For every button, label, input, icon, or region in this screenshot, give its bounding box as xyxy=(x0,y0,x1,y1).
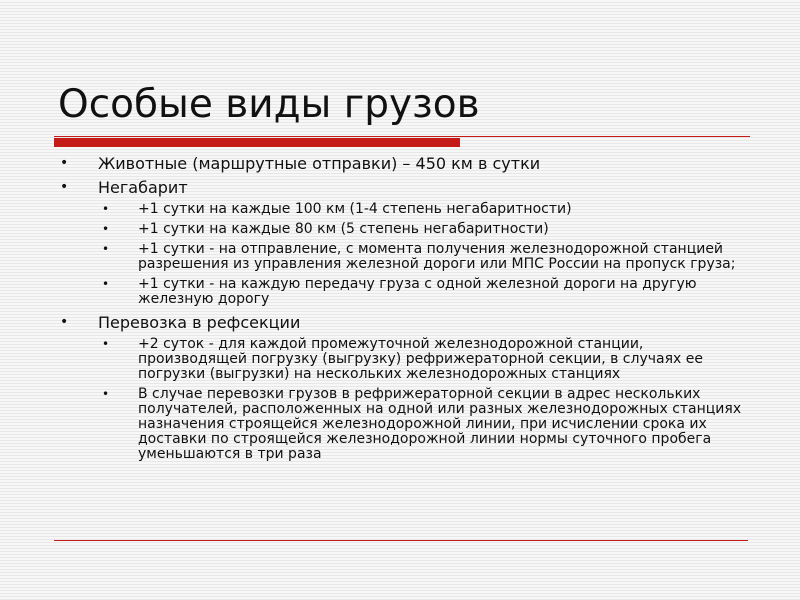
slide-title: Особые виды грузов xyxy=(58,82,480,127)
sub-bullet-text: +2 суток - для каждой промежуточной железнодорожной станции, производящей погрузку (выгрузку) рефрижераторной секции, в случаях ее погрузки (выгрузки) на нескольких железнодорожных станциях xyxy=(138,336,703,382)
sub-bullet-dot: • xyxy=(102,277,110,291)
sub-bullet xyxy=(98,202,754,217)
footer-divider xyxy=(54,540,748,541)
sub-bullet xyxy=(98,277,754,307)
bullet-text: Животные (маршрутные отправки) – 450 км в сутки xyxy=(98,154,541,173)
sub-bullet-list xyxy=(98,337,754,462)
sub-bullet xyxy=(98,337,754,382)
sub-bullet-text: +1 сутки - на каждую передачу груза с одной железной дороги на другую железную дорогу xyxy=(138,276,697,307)
title-underline xyxy=(54,136,750,137)
sub-bullet-text: В случае перевозки грузов в рефрижераторной секции в адрес нескольких получателей, расположенных на одной или разных железнодорожных станциях назначения строящейся железнодорожной линии, при исчислении срока их доставки по строящейся железнодорожной линии нормы суточного пробега уменьшаются в три раза xyxy=(138,386,742,462)
bullet-refrigerated xyxy=(54,312,754,462)
sub-bullet-dot: • xyxy=(102,387,110,401)
bullet-dot: • xyxy=(60,314,69,330)
sub-bullet-text: +1 сутки - на отправление, с момента получения железнодорожной станцией разрешения из управления железной дороги или МПС России на пропуск груза; xyxy=(138,241,736,272)
sub-bullet-list xyxy=(98,202,754,307)
slide-body xyxy=(54,153,754,467)
sub-bullet-dot: • xyxy=(102,337,110,351)
title-accent-bar xyxy=(54,138,460,147)
bullet-text: Перевозка в рефсекции xyxy=(98,313,301,332)
sub-bullet xyxy=(98,387,754,462)
bullet-oversize xyxy=(54,177,754,307)
sub-bullet xyxy=(98,222,754,237)
bullet-text: Негабарит xyxy=(98,178,188,197)
bullet-dot: • xyxy=(60,179,69,195)
sub-bullet xyxy=(98,242,754,272)
sub-bullet-dot: • xyxy=(102,242,110,256)
sub-bullet-dot: • xyxy=(102,202,110,216)
sub-bullet-text: +1 сутки на каждые 100 км (1-4 степень негабаритности) xyxy=(138,201,572,217)
sub-bullet-dot: • xyxy=(102,222,110,236)
bullet-dot: • xyxy=(60,155,69,171)
sub-bullet-text: +1 сутки на каждые 80 км (5 степень негабаритности) xyxy=(138,221,549,237)
bullet-animals xyxy=(54,153,754,174)
bullet-list xyxy=(54,153,754,462)
